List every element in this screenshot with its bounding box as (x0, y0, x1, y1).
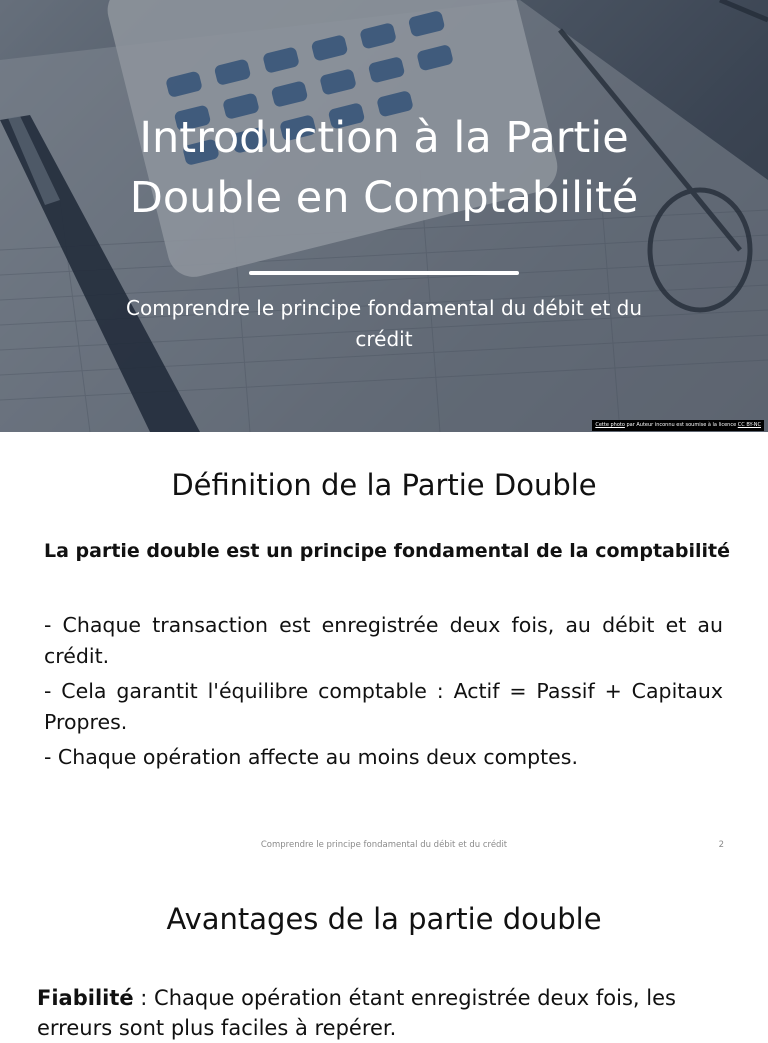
advantage-text: : Chaque opération étant enregistrée deux fois, les erreurs sont plus faciles à repérer. (37, 986, 676, 1040)
advantage-term: Fiabilité (37, 986, 134, 1010)
title-divider (249, 271, 519, 275)
photo-credit-text: par Auteur inconnu est soumise à la licence (624, 422, 738, 428)
bullet-item: - Chaque opération affecte au moins deux comptes. (44, 745, 578, 769)
photo-credit (592, 420, 764, 431)
slide-footer: Comprendre le principe fondamental du débit et du crédit (260, 840, 508, 850)
definition-slide (0, 432, 768, 864)
advantage-item (37, 983, 737, 1043)
title-slide (0, 0, 768, 432)
advantages-slide (0, 864, 768, 1040)
bullet-item: - Chaque transaction est enregistrée deux fois, au débit et au crédit. (44, 613, 723, 668)
page-number: 2 (718, 840, 724, 850)
photo-credit-link[interactable]: Cette photo (595, 422, 625, 428)
license-link[interactable]: CC BY-NC (737, 422, 761, 428)
lead-statement: La partie double est un principe fondamental de la comptabilité (44, 540, 730, 562)
bullet-item: - Cela garantit l'équilibre comptable : Actif = Passif + Capitaux Propres. (44, 679, 723, 734)
slide-title: Introduction à la Partie Double en Comptabilité (129, 113, 639, 223)
slide-subtitle: Comprendre le principe fondamental du débit et du crédit (126, 296, 642, 351)
bullet-list (44, 610, 723, 777)
slide-title: Avantages de la partie double (166, 902, 602, 936)
slide-title: Définition de la Partie Double (171, 468, 597, 502)
